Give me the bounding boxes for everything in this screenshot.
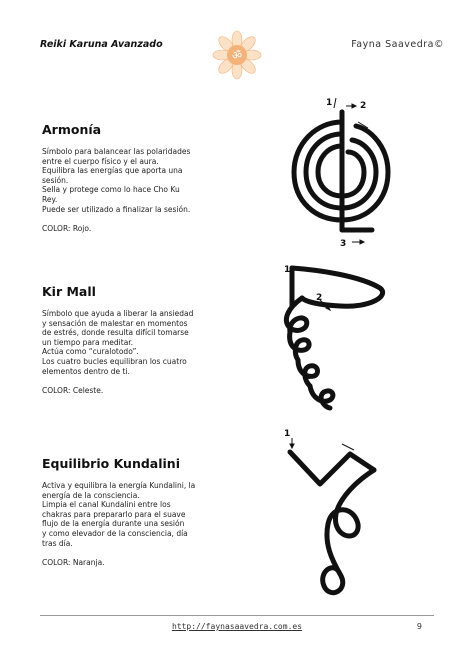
text-line: Activa y equilibra la energía Kundalini, la	[42, 481, 196, 490]
section-color: COLOR: Celeste.	[42, 386, 104, 396]
step-label: 1	[284, 429, 291, 439]
text-line: de estrés, donde resulta difícil tomarse	[42, 328, 189, 338]
text-line: Símbolo que ayuda a liberar la ansiedad	[42, 309, 194, 318]
step-label: 2	[360, 101, 367, 111]
step-label: 1	[284, 265, 291, 275]
section-kir-mall	[42, 284, 212, 395]
kir-mall-symbol-icon	[270, 258, 400, 418]
text-line: Rey.	[42, 194, 58, 204]
text-line: un tiempo para meditar.	[42, 337, 134, 347]
text-line: entre el cuerpo físico y el aura.	[42, 156, 159, 166]
section-title: Equilibrio Kundalini	[42, 456, 180, 471]
text-line: Equilibra las energías que aporta una	[42, 166, 183, 176]
section-description	[42, 481, 212, 548]
header-title: Reiki Karuna Avanzado	[40, 39, 163, 50]
text-line: Puede ser utilizado a finalizar la sesión.	[42, 204, 191, 214]
step-label: 1	[326, 98, 333, 108]
section-equilibrio-kundalini	[42, 456, 212, 567]
equilibrio-kundalini-symbol-icon	[282, 424, 392, 604]
section-armonia	[42, 122, 212, 233]
text-line: flujo de la energía durante una sesión	[42, 519, 185, 529]
footer-website-link[interactable]: http://faynasaavedra.com.es	[171, 622, 303, 631]
text-line: sesión.	[42, 175, 69, 185]
text-line: y sensación de malestar en momentos	[42, 318, 188, 328]
header-author: Fayna Saavedra©	[351, 39, 444, 50]
step-label: 3	[340, 239, 347, 249]
om-lotus-logo-icon	[212, 30, 262, 80]
text-line: Símbolo para balancear las polaridades	[42, 147, 191, 156]
section-description	[42, 309, 212, 376]
text-line: energía de la consciencia.	[42, 490, 140, 500]
footer-divider	[40, 615, 434, 616]
text-line: Sella y protege como lo hace Cho Ku	[42, 185, 180, 195]
section-color: COLOR: Naranja.	[42, 558, 105, 568]
text-line: chakras para prepararlo para el suave	[42, 509, 186, 519]
text-line: tras día.	[42, 538, 73, 548]
text-line: Limpia el canal Kundalini entre los	[42, 500, 171, 510]
step-label: 2	[316, 293, 323, 303]
text-line: y como elevador de la consciencia, día	[42, 528, 188, 538]
armonia-symbol-icon	[276, 94, 406, 254]
section-title: Armonía	[42, 122, 102, 137]
section-title: Kir Mall	[42, 284, 96, 299]
section-description	[42, 147, 212, 214]
text-line: elementos dentro de ti.	[42, 366, 130, 376]
text-line: Los cuatro bucles equilibran los cuatro	[42, 356, 187, 366]
svg-text:ॐ: ॐ	[231, 49, 243, 62]
section-color: COLOR: Rojo.	[42, 224, 92, 234]
page-number: 9	[416, 622, 422, 631]
text-line: Actúa como “curalotodo”.	[42, 347, 139, 357]
